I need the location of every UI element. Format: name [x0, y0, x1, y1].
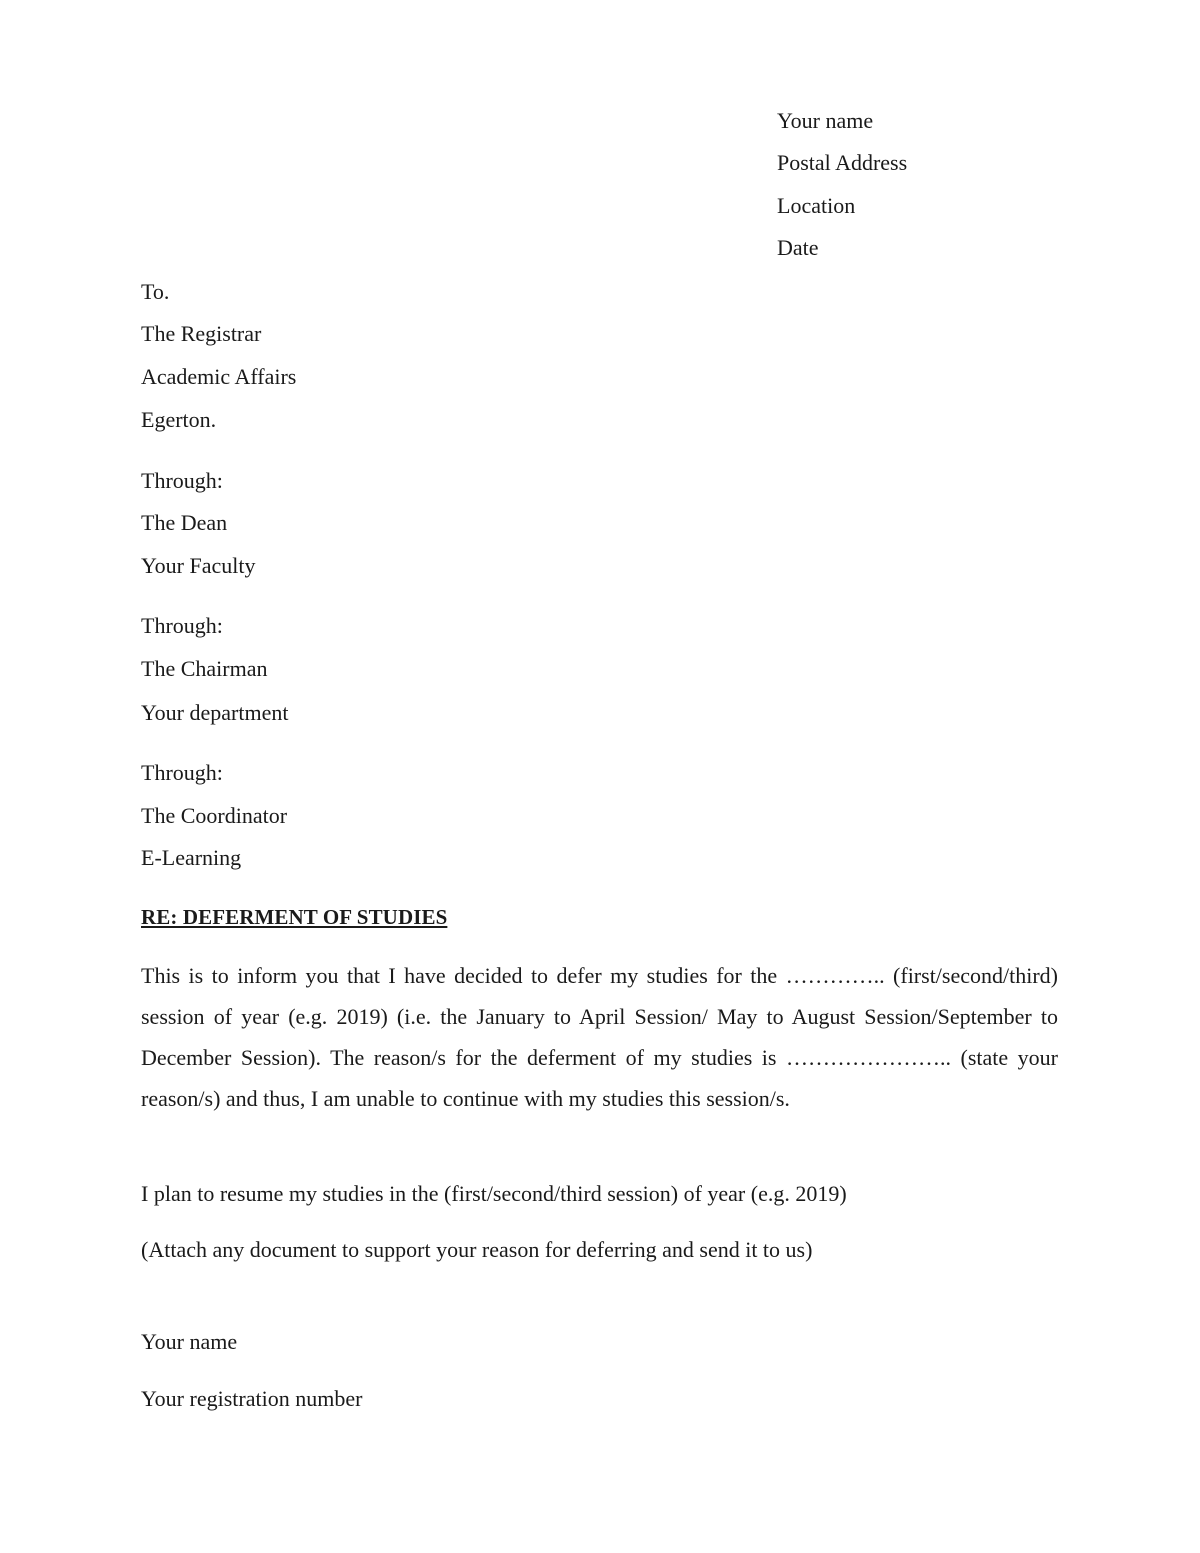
through-title-3: The Coordinator	[141, 803, 288, 828]
through-label-1: Through:	[141, 468, 223, 493]
through-unit-2: Your department	[141, 700, 289, 725]
through-label-2: Through:	[141, 613, 223, 638]
recipient-title: The Registrar	[141, 321, 262, 346]
through-title-2: The Chairman	[141, 656, 268, 681]
sender-date: Date	[777, 235, 819, 260]
signature-name: Your name	[141, 1329, 238, 1354]
recipient-place: Egerton.	[141, 407, 217, 432]
through-title-1: The Dean	[141, 510, 228, 535]
through-unit-3: E-Learning	[141, 845, 242, 870]
signature-registration: Your registration number	[141, 1386, 363, 1411]
body-paragraph-3: (Attach any document to support your reason for deferring and send it to us)	[141, 1237, 813, 1262]
subject-line: RE: DEFERMENT OF STUDIES	[141, 905, 448, 929]
sender-postal-address: Postal Address	[777, 150, 908, 175]
body-paragraph-2: I plan to resume my studies in the (first/second/third session) of year (e.g. 2019)	[141, 1181, 847, 1206]
body-paragraph-1: This is to inform you that I have decided to defer my studies for the ………….. (first/second/third) session of year (e.g. 2019) (i.e. the January to April Session/ May to August Session/September to December Session). The reason/s for the deferment of my studies is ………………….. (state your reason/s) and thus, I am unable to continue with my studies this session/s.	[141, 963, 1058, 1111]
sender-location: Location	[777, 193, 856, 218]
through-label-3: Through:	[141, 760, 223, 785]
through-unit-1: Your Faculty	[141, 553, 256, 578]
recipient-office: Academic Affairs	[141, 364, 297, 389]
sender-name: Your name	[777, 108, 874, 133]
to-label: To.	[141, 279, 170, 304]
